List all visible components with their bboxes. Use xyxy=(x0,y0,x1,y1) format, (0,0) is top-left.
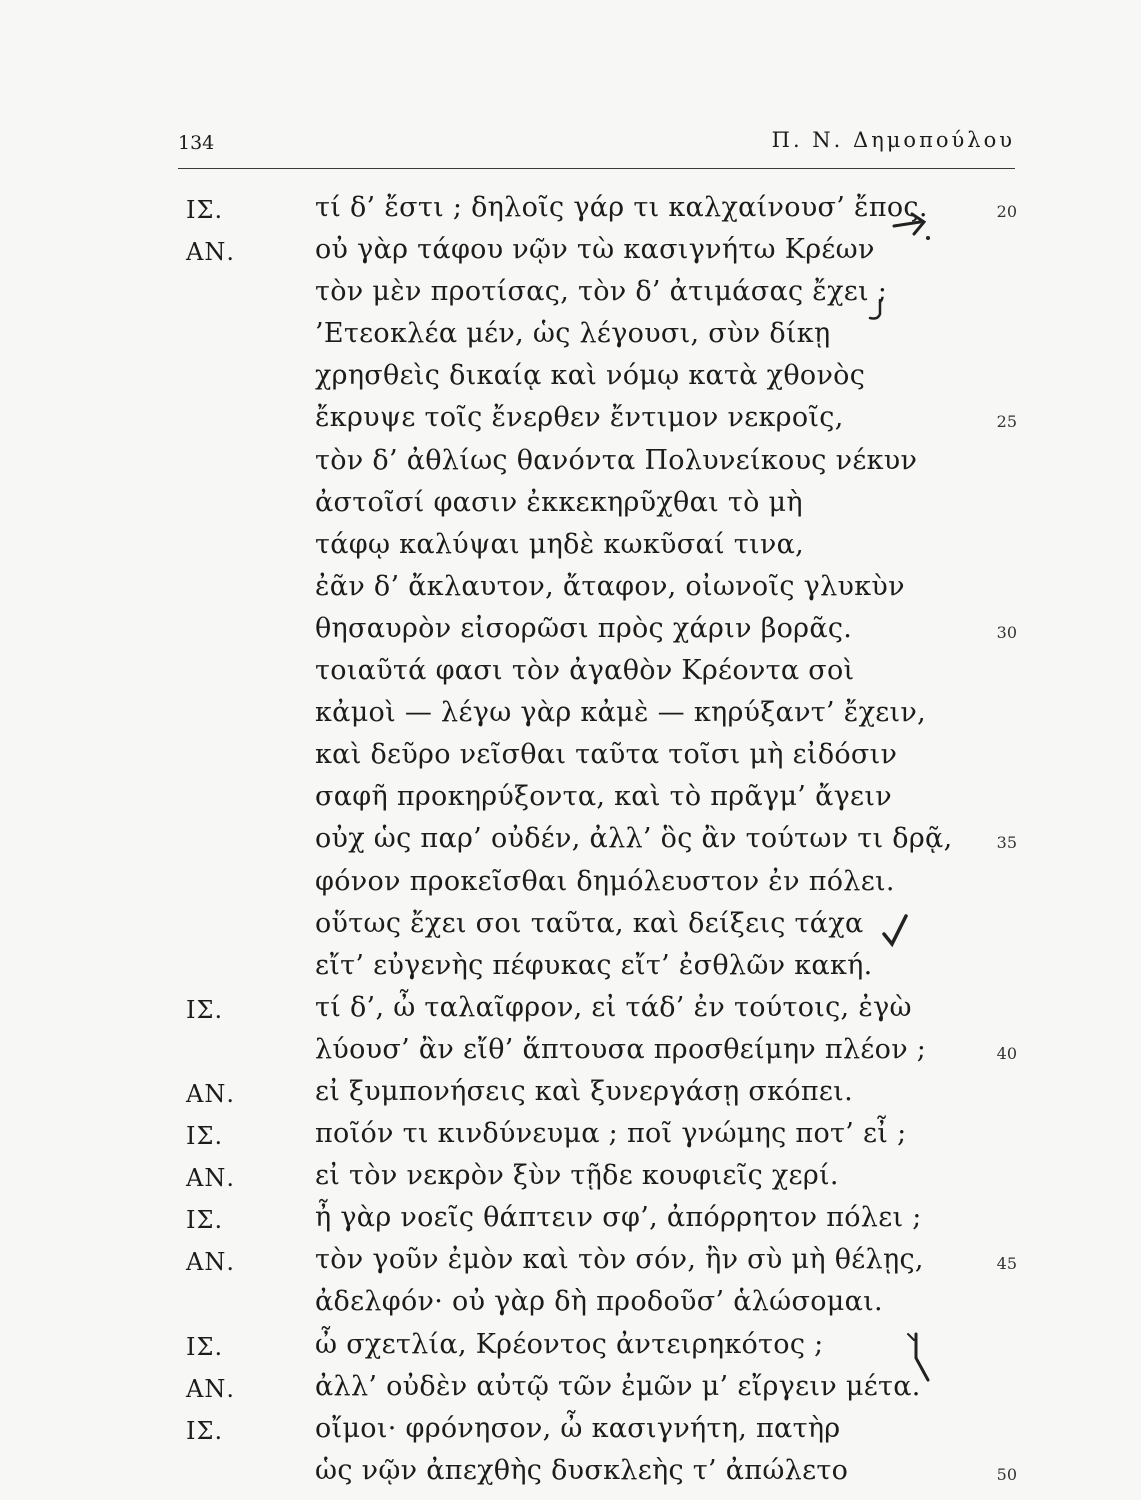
verse-line xyxy=(0,611,1141,653)
verse-line xyxy=(0,316,1141,358)
verse-text: οὐ γὰρ τάφου νῷν τὼ κασιγνήτω Κρέων xyxy=(315,234,875,266)
line-number: 30 xyxy=(996,622,1017,642)
verse-text: ’Ετεοκλέα μέν, ὡς λέγουσι, σὺν δίκῃ xyxy=(315,318,831,350)
verse-line xyxy=(0,1242,1141,1284)
page-header xyxy=(0,0,1141,170)
verse-line xyxy=(0,1369,1141,1411)
verse-line xyxy=(0,864,1141,906)
verse-line xyxy=(0,274,1141,316)
speaker-label: ΙΣ. xyxy=(186,196,224,224)
verse-text: θησαυρὸν εἰσορῶσι πρὸς χάριν βορᾶς. xyxy=(315,612,853,644)
verse-line xyxy=(0,1200,1141,1242)
verse-text: ἀστοῖσί φασιν ἐκκεκηρῦχθαι τὸ μὴ xyxy=(315,486,803,518)
verse-text: τὸν γοῦν ἐμὸν καὶ τὸν σόν, ἢν σὺ μὴ θέλῃς, xyxy=(315,1244,924,1276)
verse-line xyxy=(0,190,1141,232)
speaker-label: ΙΣ. xyxy=(186,1206,224,1235)
page-number: 134 xyxy=(178,132,215,154)
verse-text: εἴτ’ εὐγενὴς πέφυκας εἴτ’ ἐσθλῶν κακή. xyxy=(315,949,873,981)
verse-line xyxy=(0,821,1141,863)
speaker-label: ΙΣ. xyxy=(186,1122,224,1151)
verse-text: τὸν δ’ ἀθλίως θανόντα Πολυνείκους νέκυν xyxy=(315,444,918,476)
verse-line xyxy=(0,1284,1141,1326)
verse-text: φόνον προκεῖσθαι δημόλευστον ἐν πόλει. xyxy=(315,865,895,897)
pencil-hook-mark xyxy=(866,298,886,326)
verse-line xyxy=(0,569,1141,611)
pencil-arrow-mark xyxy=(890,208,938,244)
verse-line xyxy=(0,443,1141,485)
speaker-label: ΑΝ. xyxy=(186,1079,235,1108)
verse-line xyxy=(0,737,1141,779)
verse-text: ἐᾶν δ’ ἄκλαυτον, ἄταφον, οἰωνοῖς γλυκὺν xyxy=(315,570,905,602)
verse-line xyxy=(0,1411,1141,1453)
verse-block xyxy=(0,190,1141,1495)
verse-line xyxy=(0,485,1141,527)
verse-text: κἀμοὶ — λέγω γὰρ κἀμὲ — κηρύξαντ’ ἔχειν, xyxy=(315,697,927,729)
verse-text: οἴμοι· φρόνησον, ὦ κασιγνήτη, πατὴρ xyxy=(315,1412,841,1444)
verse-line xyxy=(0,1074,1141,1116)
verse-line xyxy=(0,527,1141,569)
verse-text: ἀδελφόν· οὐ γὰρ δὴ προδοῦσ’ ἁλώσομαι. xyxy=(315,1286,883,1318)
verse-text: εἰ ξυμπονήσεις καὶ ξυνεργάσῃ σκόπει. xyxy=(315,1075,853,1107)
speaker-label: ΑΝ. xyxy=(186,1374,235,1403)
verse-line xyxy=(0,653,1141,695)
header-rule xyxy=(178,168,1015,169)
verse-text: ἀλλ’ οὐδὲν αὐτῷ τῶν ἐμῶν μ’ εἴργειν μέτα. xyxy=(315,1370,921,1402)
verse-text: τὸν μὲν προτίσας, τὸν δ’ ἀτιμάσας ἔχει ; xyxy=(315,276,888,308)
verse-text: ὦ σχετλία, Κρέοντος ἀντειρηκότος ; xyxy=(315,1328,824,1360)
line-number: 25 xyxy=(996,412,1017,432)
verse-text: σαφῆ προκηρύξοντα, καὶ τὸ πρᾶγμ’ ἄγειν xyxy=(315,781,892,813)
running-head: Π. Ν. Δημοπούλου xyxy=(771,128,1015,152)
verse-line xyxy=(0,232,1141,274)
verse-text: τάφῳ καλύψαι μηδὲ κωκῦσαί τινα, xyxy=(315,528,804,560)
verse-text: εἰ τὸν νεκρὸν ξὺν τῇδε κουφιεῖς χερί. xyxy=(315,1160,839,1192)
verse-text: ἦ γὰρ νοεῖς θάπτειν σφ’, ἀπόρρητον πόλει ; xyxy=(315,1202,922,1234)
verse-text: ποῖόν τι κινδύνευμα ; ποῖ γνώμης ποτ’ εἶ ; xyxy=(315,1118,907,1150)
verse-line xyxy=(0,779,1141,821)
verse-line xyxy=(0,358,1141,400)
speaker-label: ΑΝ. xyxy=(186,1248,235,1277)
line-number: 20 xyxy=(996,202,1017,221)
verse-text: τοιαῦτά φασι τὸν ἀγαθὸν Κρέοντα σοὶ xyxy=(315,655,855,687)
speaker-label: ΙΣ. xyxy=(186,1416,224,1445)
pencil-checkmark xyxy=(880,914,910,948)
verse-text: τί δ’, ὦ ταλαῖφρον, εἰ τάδ’ ἐν τούτοις, ἐγὼ xyxy=(315,991,912,1023)
speaker-label: ΑΝ. xyxy=(186,1164,235,1193)
line-number: 35 xyxy=(996,833,1017,853)
verse-line xyxy=(0,400,1141,442)
verse-text: λύουσ’ ἂν εἴθ’ ἅπτουσα προσθείμην πλέον ; xyxy=(315,1033,927,1065)
verse-line xyxy=(0,1032,1141,1074)
verse-line xyxy=(0,1327,1141,1369)
pencil-bracket-mark xyxy=(898,1330,938,1386)
line-number: 50 xyxy=(996,1464,1017,1484)
line-number: 40 xyxy=(996,1043,1017,1063)
verse-text: τί δ’ ἔστι ; δηλοῖς γάρ τι καλχαίνουσ’ ἔπος. xyxy=(315,192,928,223)
verse-line xyxy=(0,906,1141,948)
verse-line xyxy=(0,1158,1141,1200)
verse-line xyxy=(0,1116,1141,1158)
verse-text: χρησθεὶς δικαίᾳ καὶ νόμῳ κατὰ χθονὸς xyxy=(315,360,866,392)
speaker-label: ΑΝ. xyxy=(186,238,235,267)
speaker-label: ΙΣ. xyxy=(186,995,224,1024)
verse-text: οὐχ ὡς παρ’ οὐδέν, ἀλλ’ ὃς ἂν τούτων τι δρᾷ, xyxy=(315,823,953,855)
verse-line xyxy=(0,948,1141,990)
verse-text: οὕτως ἔχει σοι ταῦτα, καὶ δείξεις τάχα xyxy=(315,907,864,939)
verse-text: καὶ δεῦρο νεῖσθαι ταῦτα τοῖσι μὴ εἰδόσιν xyxy=(315,739,898,771)
verse-line xyxy=(0,990,1141,1032)
verse-text: ὡς νῷν ἀπεχθὴς δυσκλεὴς τ’ ἀπώλετο xyxy=(315,1454,849,1486)
verse-text: ἔκρυψε τοῖς ἔνερθεν ἔντιμον νεκροῖς, xyxy=(315,402,844,434)
verse-line xyxy=(0,1453,1141,1495)
line-number: 45 xyxy=(996,1254,1017,1274)
speaker-label: ΙΣ. xyxy=(186,1332,224,1361)
verse-line xyxy=(0,695,1141,737)
